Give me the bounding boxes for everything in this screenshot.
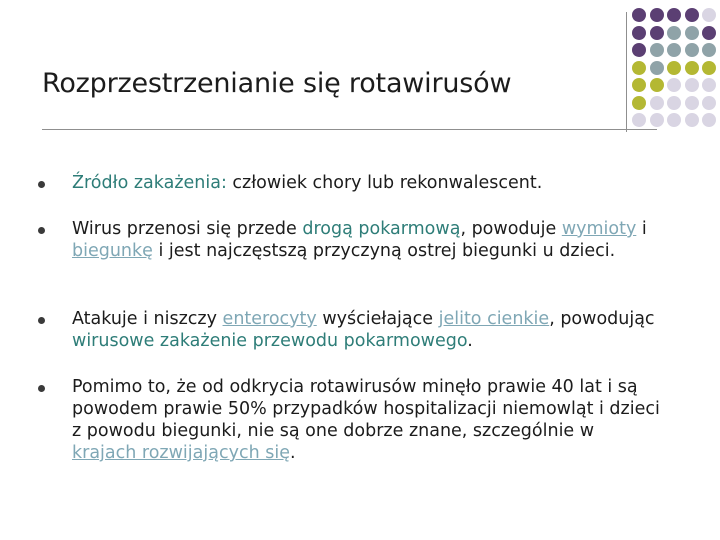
decor-dot xyxy=(685,8,699,22)
decor-dot xyxy=(685,26,699,40)
decor-dot xyxy=(632,8,646,22)
emphasis-text: Źródło zakażenia: xyxy=(72,173,227,193)
body-text: . xyxy=(467,331,473,351)
hyperlink[interactable]: wymioty xyxy=(561,219,637,239)
body-text: i xyxy=(636,219,647,239)
decor-dot xyxy=(702,78,716,92)
decor-dot xyxy=(685,61,699,75)
decor-dot xyxy=(702,43,716,57)
body-text: człowiek chory lub rekonwalescent. xyxy=(226,173,543,193)
dot-grid-decoration xyxy=(632,8,720,132)
title-divider xyxy=(42,129,657,130)
decor-dot xyxy=(667,8,681,22)
decor-dot xyxy=(632,96,646,110)
decor-dot xyxy=(650,78,664,92)
body-text: wyściełające xyxy=(316,309,439,329)
hyperlink[interactable]: jelito cienkie xyxy=(438,309,550,329)
decor-dot xyxy=(650,113,664,127)
decor-dot xyxy=(685,113,699,127)
decor-dot xyxy=(702,61,716,75)
decor-dot xyxy=(667,78,681,92)
bullet-dot-icon xyxy=(38,227,45,234)
body-text: . xyxy=(289,443,296,463)
decor-dot xyxy=(650,8,664,22)
decor-dot xyxy=(685,43,699,57)
decor-dot xyxy=(702,96,716,110)
emphasis-text: wirusowe zakażenie przewodu pokarmowego xyxy=(72,331,468,351)
body-text: , xyxy=(460,219,472,239)
bullet-text xyxy=(72,308,662,352)
decor-dot xyxy=(667,96,681,110)
decor-dot xyxy=(685,96,699,110)
slide-title: Rozprzestrzenianie się rotawirusów xyxy=(42,68,512,99)
bullet-item-1 xyxy=(48,172,662,194)
decor-dot xyxy=(702,113,716,127)
decor-dot xyxy=(685,78,699,92)
decor-dot xyxy=(632,26,646,40)
decor-dot xyxy=(667,113,681,127)
body-text: Wirus przenosi się przede xyxy=(72,219,303,239)
decor-dot xyxy=(667,26,681,40)
body-text: Pomimo to, że od odkrycia rotawirusów minęło prawie 40 lat i są powodem prawie 50% przypadków hospitalizacji niemowląt i dzieci z powodu biegunki, nie są one dobrze znane, szczególnie w xyxy=(72,377,660,441)
decor-dot xyxy=(702,26,716,40)
hyperlink[interactable]: biegunkę xyxy=(72,241,153,261)
decor-dot xyxy=(667,61,681,75)
decor-dot xyxy=(650,96,664,110)
decor-dot xyxy=(702,8,716,22)
bullet-dot-icon xyxy=(38,317,45,324)
bullet-text xyxy=(72,172,662,194)
bullet-item-2 xyxy=(48,218,662,262)
vertical-divider xyxy=(626,12,627,132)
bullet-item-4 xyxy=(48,376,662,464)
decor-dot xyxy=(632,113,646,127)
bullet-item-3 xyxy=(48,308,662,352)
decor-dot xyxy=(650,26,664,40)
hyperlink[interactable]: enterocyty xyxy=(222,309,317,329)
decor-dot xyxy=(632,78,646,92)
decor-dot xyxy=(632,43,646,57)
body-text: , powodując xyxy=(549,309,655,329)
hyperlink[interactable]: krajach rozwijających się xyxy=(72,443,290,463)
decor-dot xyxy=(632,61,646,75)
bullet-dot-icon xyxy=(38,385,45,392)
emphasis-text: drogą pokarmową xyxy=(302,219,461,239)
decor-dot xyxy=(650,61,664,75)
body-text: Atakuje i niszczy xyxy=(72,309,223,329)
bullet-dot-icon xyxy=(38,181,45,188)
decor-dot xyxy=(650,43,664,57)
bullet-text xyxy=(72,376,662,464)
bullet-text xyxy=(72,218,662,262)
decor-dot xyxy=(667,43,681,57)
body-text: powoduje xyxy=(471,219,562,239)
body-text: i jest najczęstszą przyczyną ostrej biegunki u dzieci. xyxy=(152,241,616,261)
